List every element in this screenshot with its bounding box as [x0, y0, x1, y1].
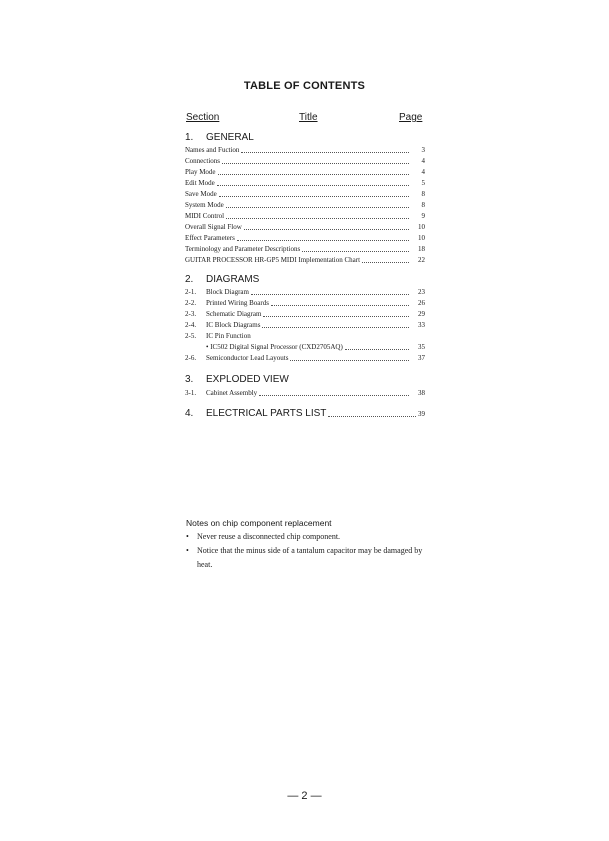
entry-page: 37 — [418, 354, 425, 362]
column-header-title: Title — [299, 112, 318, 123]
note-text: Notice that the minus side of a tantalum capacitor may be damaged by heat. — [197, 546, 423, 569]
leader-dots — [345, 342, 409, 350]
toc-entry[interactable] — [185, 342, 425, 353]
section-name: GENERAL — [206, 132, 254, 143]
toc-entry[interactable] — [185, 244, 425, 255]
section-number: 3. — [185, 374, 194, 385]
toc-entry[interactable] — [185, 167, 425, 178]
entry-title: Connections — [185, 157, 220, 165]
entry-title: IC Pin Function — [206, 332, 251, 340]
bullet-icon: • — [186, 546, 189, 555]
leader-dots — [244, 222, 409, 230]
entry-page: 22 — [418, 256, 425, 264]
leader-dots — [237, 233, 409, 241]
section-heading-general — [185, 132, 254, 143]
entry-title: Block Diagram — [206, 288, 249, 296]
bullet-icon: • — [186, 532, 189, 541]
entry-page: 35 — [418, 343, 425, 351]
toc-entry[interactable] — [185, 320, 425, 331]
toc-entry[interactable] — [185, 255, 425, 266]
entry-page: 18 — [418, 245, 425, 253]
column-header-section: Section — [186, 112, 220, 123]
entry-title: Overall Signal Flow — [185, 223, 242, 231]
entry-number: 2-3. — [185, 310, 197, 318]
leader-dots — [217, 178, 409, 186]
entry-page: 33 — [418, 321, 425, 329]
entry-number: 2-2. — [185, 299, 197, 307]
entry-title: GUITAR PROCESSOR HR-GP5 MIDI Implementation Chart — [185, 256, 361, 264]
entry-title: Semiconductor Lead Layouts — [206, 354, 289, 362]
column-header-page: Page — [399, 112, 423, 123]
leader-dots — [226, 211, 409, 219]
entry-title: MIDI Control — [185, 212, 225, 220]
toc-entry[interactable] — [185, 298, 425, 309]
leader-dots — [271, 298, 409, 306]
entry-page: 8 — [421, 190, 425, 198]
leader-dots — [302, 244, 409, 252]
note-item — [186, 544, 426, 572]
entry-title: Printed Wiring Boards — [206, 299, 269, 307]
entry-page: 3 — [421, 146, 425, 154]
leader-dots — [262, 320, 409, 328]
toc-entry[interactable] — [185, 145, 425, 156]
toc-entry[interactable] — [185, 353, 425, 364]
section-number: 1. — [185, 132, 194, 143]
note-item — [186, 530, 426, 544]
entry-title: System Mode — [185, 201, 224, 209]
entry-title: Save Mode — [185, 190, 217, 198]
entry-page: 10 — [418, 223, 425, 231]
page-number: — 2 — — [287, 790, 322, 802]
leader-dots — [251, 287, 409, 295]
entry-title: Cabinet Assembly — [206, 389, 258, 397]
leader-dots — [259, 388, 409, 396]
section-name: DIAGRAMS — [206, 274, 260, 285]
toc-entry[interactable] — [185, 189, 425, 200]
toc-entry[interactable] — [185, 200, 425, 211]
entry-title: IC Block Diagrams — [206, 321, 261, 329]
leader-dots — [263, 309, 409, 317]
toc-entry-parts-list[interactable] — [185, 408, 425, 421]
entry-title: Schematic Diagram — [206, 310, 262, 318]
entry-title: Edit Mode — [185, 179, 215, 187]
section-name: EXPLODED VIEW — [206, 374, 289, 385]
entry-page: 8 — [421, 201, 425, 209]
entry-page: 29 — [418, 310, 425, 318]
section-heading-exploded-view — [185, 374, 289, 385]
entry-title: Terminology and Parameter Descriptions — [185, 245, 301, 253]
section-heading-diagrams — [185, 274, 259, 285]
toc-entry[interactable] — [185, 331, 425, 342]
toc-entry[interactable] — [185, 156, 425, 167]
entry-number: 2-6. — [185, 354, 197, 362]
section-number: 4. — [185, 408, 194, 419]
section-name: ELECTRICAL PARTS LIST — [206, 408, 327, 419]
leader-dots — [219, 189, 409, 197]
entry-page: 23 — [418, 288, 425, 296]
entry-title: Effect Parameters — [185, 234, 235, 242]
entry-number: 3-1. — [185, 389, 197, 397]
toc-entry[interactable] — [185, 222, 425, 233]
entry-page: 9 — [421, 212, 425, 220]
entry-page: 38 — [418, 389, 425, 397]
entry-number: 2-4. — [185, 321, 197, 329]
leader-dots — [362, 255, 409, 263]
section-number: 2. — [185, 274, 194, 285]
toc-entry[interactable] — [185, 233, 425, 244]
entry-page: 4 — [421, 168, 425, 176]
page-title: TABLE OF CONTENTS — [243, 80, 366, 92]
leader-dots — [328, 408, 416, 417]
entry-page: 5 — [421, 179, 425, 187]
entry-page: 26 — [418, 299, 425, 307]
note-text: Never reuse a disconnected chip component. — [197, 532, 341, 541]
entry-title: Names and Fuction — [185, 146, 240, 154]
leader-dots — [226, 200, 409, 208]
toc-entry[interactable] — [185, 287, 425, 298]
toc-entry[interactable] — [185, 178, 425, 189]
entry-number: 2-5. — [185, 332, 197, 340]
entry-page: 10 — [418, 234, 425, 242]
leader-dots — [222, 156, 409, 164]
leader-dots — [290, 353, 409, 361]
toc-entry[interactable] — [185, 211, 425, 222]
entry-title: Play Mode — [185, 168, 216, 176]
entry-number: 2-1. — [185, 288, 197, 296]
entry-title: • IC502 Digital Signal Processor (CXD2705AQ) — [206, 343, 343, 351]
toc-entry[interactable] — [185, 309, 425, 320]
leader-dots — [218, 167, 409, 175]
entry-page: 39 — [418, 410, 425, 418]
leader-dots — [241, 145, 409, 153]
notes-title: Notes on chip component replacement — [186, 518, 332, 528]
toc-entry[interactable] — [185, 388, 425, 399]
entry-page: 4 — [421, 157, 425, 165]
